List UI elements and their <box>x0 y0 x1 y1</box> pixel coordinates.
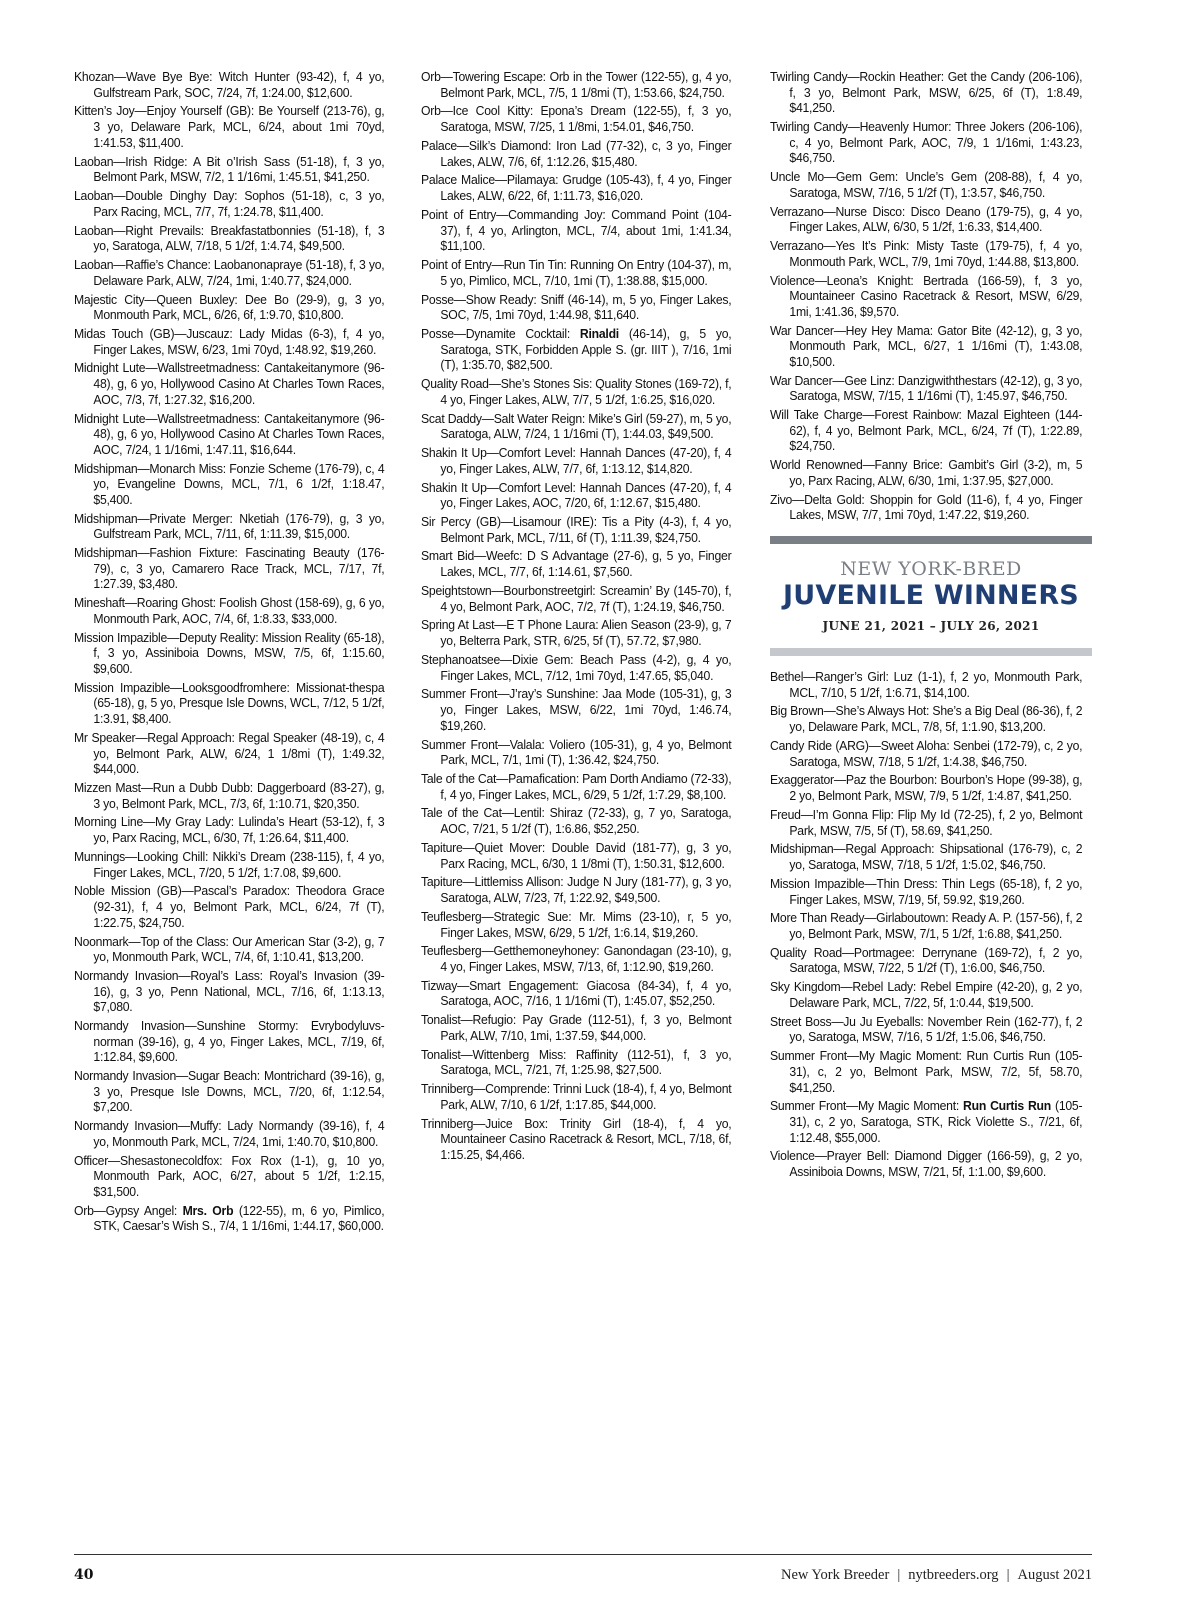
winner-entry: Midshipman—Private Merger: Nketiah (176-79), g, 3 yo, Gulfstream Park, MCL, 7/11, 6f, 1:11.39, $15,000. <box>74 511 385 542</box>
juvenile-winners-list <box>770 670 1092 1181</box>
winner-entry: Summer Front—My Magic Moment: Run Curtis Run (105-31), c, 2 yo, Belmont Park, MSW, 7/2, 5f, 58.70, $41,250. <box>770 1049 1083 1095</box>
winner-entry: Officer—Shesastonecoldfox: Fox Rox (1-1), g, 10 yo, Monmouth Park, AOC, 6/27, about 5 1/2f, 1:2.15, $31,500. <box>74 1153 385 1199</box>
winner-entry: Freud—I’m Gonna Flip: Flip My Id (72-25), f, 2 yo, Belmont Park, MSW, 7/5, 5f (T), 58.69, $41,250. <box>770 807 1083 838</box>
winner-entry: Quality Road—She’s Stones Sis: Quality Stones (169-72), f, 4 yo, Finger Lakes, ALW, 7/7, 5 1/2f, 1:6.25, $16,020. <box>421 377 732 407</box>
publication-name: New York Breeder <box>781 1567 890 1583</box>
winner-entry: Speightstown—Bourbonstreetgirl: Screamin’ By (145-70), f, 4 yo, Belmont Park, AOC, 7/2, 7f (T), 1:24.19, $46,750. <box>421 583 732 614</box>
winner-entry: Bethel—Ranger’s Girl: Luz (1-1), f, 2 yo, Monmouth Park, MCL, 7/10, 5 1/2f, 1:6.71, $14,100. <box>770 670 1083 700</box>
footer-rule <box>74 1554 1092 1555</box>
winner-entry: Laoban—Irish Ridge: A Bit o’Irish Sass (51-18), f, 3 yo, Belmont Park, MSW, 7/2, 1 1/16mi, 1:45.51, $41,250. <box>74 154 385 185</box>
section-divider-bottom <box>770 648 1092 656</box>
winner-entry: Midshipman—Monarch Miss: Fonzie Scheme (176-79), c, 4 yo, Evangeline Downs, MCL, 7/1, 6 1/2f, 1:18.47, $5,400. <box>74 461 385 507</box>
winner-entry: Street Boss—Ju Ju Eyeballs: November Rein (162-77), f, 2 yo, Saratoga, MSW, 7/16, 5 1/2f, 1:5.06, $46,750. <box>770 1014 1083 1045</box>
winner-entry: Verrazano—Nurse Disco: Disco Deano (179-75), g, 4 yo, Finger Lakes, ALW, 6/30, 5 1/2f, 1:6.33, $14,400. <box>770 204 1083 235</box>
winner-entry: Quality Road—Portmagee: Derrynane (169-72), f, 2 yo, Saratoga, MSW, 7/22, 5 1/2f (T), 1:6.00, $46,750. <box>770 945 1083 976</box>
winner-entry: Shakin It Up—Comfort Level: Hannah Dances (47-20), f, 4 yo, Finger Lakes, AOC, 7/20, 6f, 1:12.67, $15,480. <box>421 480 732 511</box>
winner-entry: Violence—Prayer Bell: Diamond Digger (166-59), g, 2 yo, Assiniboia Downs, MSW, 7/21, 5f, 1:1.00, $9,600. <box>770 1149 1083 1180</box>
winner-entry: Mission Impazible—Deputy Reality: Mission Reality (65-18), f, 3 yo, Assiniboia Downs, MSW, 7/5, 6f, 1:15.60, $9,600. <box>74 630 385 676</box>
stakes-winner-name: Mrs. Orb <box>182 1203 234 1218</box>
issue-date: August 2021 <box>1017 1567 1092 1583</box>
winner-entry: Palace Malice—Pilamaya: Grudge (105-43), f, 4 yo, Finger Lakes, ALW, 6/22, 6f, 1:11.73, $16,020. <box>421 173 732 204</box>
section-title-line2: JUVENILE WINNERS <box>783 580 1079 611</box>
winner-entry: Twirling Candy—Rockin Heather: Get the Candy (206-106), f, 3 yo, Belmont Park, MSW, 6/25, 6f (T), 1:8.49, $41,250. <box>770 70 1083 116</box>
winner-entry: Smart Bid—Weefc: D S Advantage (27-6), g, 5 yo, Finger Lakes, MCL, 7/7, 6f, 1:14.61, $7,560. <box>421 549 732 580</box>
column-3 <box>770 70 1092 1184</box>
winner-entry: Violence—Leona’s Knight: Bertrada (166-59), f, 3 yo, Mountaineer Casino Racetrack & Resort, MSW, 6/29, 1mi, 1:41.36, $9,570. <box>770 273 1083 319</box>
winner-entry: Scat Daddy—Salt Water Reign: Mike’s Girl (59-27), m, 5 yo, Saratoga, ALW, 7/24, 1 1/16mi (T), 1:44.03, $49,500. <box>421 411 732 442</box>
winner-entry: Midas Touch (GB)—Juscauz: Lady Midas (6-3), f, 4 yo, Finger Lakes, MSW, 6/23, 1mi 70yd, 1:48.92, $19,260. <box>74 326 385 357</box>
winner-entry: Orb—Gypsy Angel: Mrs. Orb (122-55), m, 6 yo, Pimlico, STK, Caesar’s Wish S., 7/4, 1 1/16mi, 1:44.17, $60,000. <box>74 1203 385 1234</box>
footer-separator-2: | <box>1006 1567 1010 1583</box>
winner-entry: Uncle Mo—Gem Gem: Uncle’s Gem (208-88), f, 4 yo, Saratoga, MSW, 7/16, 5 1/2f (T), 1:3.57, $46,750. <box>770 170 1083 200</box>
winner-entry: Big Brown—She’s Always Hot: She’s a Big Deal (86-36), f, 2 yo, Delaware Park, MCL, 7/8, 5f, 1:1.90, $13,200. <box>770 704 1083 735</box>
winner-entry: Posse—Dynamite Cocktail: Rinaldi (46-14), g, 5 yo, Saratoga, STK, Forbidden Apple S. (gr. IIIT ), 7/16, 1mi (T), 1:35.70, $82,500. <box>421 326 732 373</box>
winner-entry: Normandy Invasion—Sunshine Stormy: Evrybodyluvs-norman (39-16), g, 4 yo, Finger Lakes, MCL, 7/19, 6f, 1:12.84, $9,600. <box>74 1019 385 1065</box>
winner-entry: Majestic City—Queen Buxley: Dee Bo (29-9), g, 3 yo, Monmouth Park, MCL, 6/26, 6f, 1:9.70, $10,800. <box>74 292 385 323</box>
section-date-range: JUNE 21, 2021 – JULY 26, 2021 <box>822 619 1040 633</box>
footer-credits <box>781 1567 1092 1584</box>
column-2 <box>421 70 741 1167</box>
winner-entry: Laoban—Raffie’s Chance: Laobanonapraye (51-18), f, 3 yo, Delaware Park, ALW, 7/24, 1mi, 1:40.77, $24,000. <box>74 258 385 288</box>
winner-entry: Kitten’s Joy—Enjoy Yourself (GB): Be Yourself (213-76), g, 3 yo, Delaware Park, MCL, 6/24, about 1mi 70yd, 1:41.53, $11,400. <box>74 104 385 150</box>
winner-entry: Noonmark—Top of the Class: Our American Star (3-2), g, 7 yo, Monmouth Park, WCL, 7/4, 6f, 1:10.41, $13,200. <box>74 934 385 965</box>
winner-entry: Mr Speaker—Regal Approach: Regal Speaker (48-19), c, 4 yo, Belmont Park, ALW, 6/24, 1 1/8mi (T), 1:49.32, $44,000. <box>74 730 385 777</box>
section-divider-top <box>770 536 1092 544</box>
winner-entry: More Than Ready—Girlaboutown: Ready A. P. (157-56), f, 2 yo, Belmont Park, MSW, 7/1, 5 1/2f, 1:6.88, $41,250. <box>770 911 1083 941</box>
winner-entry: Mission Impazible—Looksgoodfromhere: Missionat-thespa (65-18), g, 5 yo, Presque Isle Downs, WCL, 7/12, 5 1/2f, 1:3.91, $8,400. <box>74 680 385 727</box>
page-number: 40 <box>74 1567 94 1583</box>
winner-entry: Tale of the Cat—Lentil: Shiraz (72-33), g, 7 yo, Saratoga, AOC, 7/21, 5 1/2f (T), 1:6.86, $52,250. <box>421 806 732 837</box>
winner-entry: Tale of the Cat—Pamafication: Pam Dorth Andiamo (72-33), f, 4 yo, Finger Lakes, MCL, 6/29, 5 1/2f, 1:7.29, $8,100. <box>421 771 732 802</box>
winner-entry: Laoban—Double Dinghy Day: Sophos (51-18), c, 3 yo, Parx Racing, MCL, 7/7, 7f, 1:24.78, $11,400. <box>74 189 385 219</box>
website-link[interactable]: nytbreeders.org <box>908 1567 999 1583</box>
winner-entry: Spring At Last—E T Phone Laura: Alien Season (23-9), g, 7 yo, Belterra Park, STR, 6/25, 5f (T), 57.72, $7,980. <box>421 618 732 649</box>
winner-entry: Stephanoatsee—Dixie Gem: Beach Pass (4-2), g, 4 yo, Finger Lakes, MCL, 7/12, 1mi 70yd, 1:47.65, $5,040. <box>421 652 732 683</box>
section-title-line1: NEW YORK-BRED <box>840 558 1022 580</box>
winner-entry: Sir Percy (GB)—Lisamour (IRE): Tis a Pity (4-3), f, 4 yo, Belmont Park, MCL, 7/11, 6f (T), 1:11.39, $24,750. <box>421 515 732 545</box>
winner-entry: Mizzen Mast—Run a Dubb Dubb: Daggerboard (83-27), g, 3 yo, Belmont Park, MCL, 7/3, 6f, 1:10.71, $20,350. <box>74 780 385 811</box>
winner-entry: Tapiture—Quiet Mover: Double David (181-77), g, 3 yo, Parx Racing, MCL, 6/30, 1 1/8mi (T), 1:50.31, $12,600. <box>421 840 732 871</box>
winner-entry: Summer Front—Valala: Voliero (105-31), g, 4 yo, Belmont Park, MCL, 7/1, 1mi (T), 1:36.42, $24,750. <box>421 737 732 768</box>
winner-entry: Will Take Charge—Forest Rainbow: Mazal Eighteen (144-62), f, 4 yo, Belmont Park, MCL, 6/24, 7f (T), 1:22.89, $24,750. <box>770 408 1083 454</box>
winner-entry: Point of Entry—Commanding Joy: Command Point (104-37), f, 4 yo, Arlington, MCL, 7/4, about 1mi, 1:41.34, $11,100. <box>421 207 732 254</box>
winner-entry: Verrazano—Yes It’s Pink: Misty Taste (179-75), f, 4 yo, Monmouth Park, WCL, 7/9, 1mi 70yd, 1:44.88, $13,800. <box>770 239 1083 269</box>
winner-entry: War Dancer—Hey Hey Mama: Gator Bite (42-12), g, 3 yo, Monmouth Park, MCL, 6/27, 1 1/16mi (T), 1:43.08, $10,500. <box>770 323 1083 369</box>
winner-entry: Summer Front—J’ray’s Sunshine: Jaa Mode (105-31), g, 3 yo, Finger Lakes, MSW, 6/22, 1mi 70yd, 1:46.74, $19,260. <box>421 687 732 733</box>
winner-entry: Trinniberg—Juice Box: Trinity Girl (18-4), f, 4 yo, Mountaineer Casino Racetrack & Resort, MCL, 7/18, 6f, 1:15.25, $4,466. <box>421 1116 732 1163</box>
winner-entry: War Dancer—Gee Linz: Danzigwiththestars (42-12), g, 3 yo, Saratoga, MSW, 7/15, 1 1/16mi (T), 1:45.97, $46,750. <box>770 373 1083 404</box>
winner-entry: Palace—Silk’s Diamond: Iron Lad (77-32), c, 3 yo, Finger Lakes, ALW, 7/6, 6f, 1:12.26, $15,480. <box>421 138 732 169</box>
winner-entry: Normandy Invasion—Royal’s Lass: Royal’s Invasion (39-16), g, 3 yo, Penn National, MCL, 7/16, 6f, 1:13.13, $7,080. <box>74 969 385 1015</box>
winner-entry: Tonalist—Wittenberg Miss: Raffinity (112-51), f, 3 yo, Saratoga, MCL, 7/21, 7f, 1:25.98, $27,500. <box>421 1047 732 1078</box>
winner-entry: Laoban—Right Prevails: Breakfastatbonnies (51-18), f, 3 yo, Saratoga, ALW, 7/18, 5 1/2f, 1:4.74, $49,500. <box>74 223 385 254</box>
winner-entry: Munnings—Looking Chill: Nikki’s Dream (238-115), f, 4 yo, Finger Lakes, MCL, 7/20, 5 1/2f, 1:7.08, $9,600. <box>74 849 385 880</box>
winner-entry: Twirling Candy—Heavenly Humor: Three Jokers (206-106), c, 4 yo, Belmont Park, AOC, 7/9, 1 1/16mi, 1:43.23, $46,750. <box>770 120 1083 166</box>
winner-entry: Morning Line—My Gray Lady: Lulinda’s Heart (53-12), f, 3 yo, Parx Racing, MCL, 6/30, 7f, 1:26.64, $11,400. <box>74 815 385 846</box>
winner-entry: Point of Entry—Run Tin Tin: Running On Entry (104-37), m, 5 yo, Pimlico, MCL, 7/10, 1mi (T), 1:38.88, $15,000. <box>421 258 732 288</box>
winner-entry: Tizway—Smart Engagement: Giacosa (84-34), f, 4 yo, Saratoga, AOC, 7/16, 1 1/16mi (T), 1:45.07, $52,250. <box>421 978 732 1009</box>
winner-entry: Teuflesberg—Getthemoneyhoney: Ganondagan (23-10), g, 4 yo, Finger Lakes, MSW, 7/13, 6f, 1:12.90, $19,260. <box>421 944 732 974</box>
stakes-winner-name: Run Curtis Run <box>963 1099 1051 1114</box>
winner-entry: Normandy Invasion—Sugar Beach: Montrichard (39-16), g, 3 yo, Presque Isle Downs, MCL, 7/20, 6f, 1:12.54, $7,200. <box>74 1069 385 1115</box>
winner-entry: Midshipman—Regal Approach: Shipsational (176-79), c, 2 yo, Saratoga, MSW, 7/18, 5 1/2f, 1:5.02, $46,750. <box>770 842 1083 873</box>
winner-entry: Trinniberg—Comprende: Trinni Luck (18-4), f, 4 yo, Belmont Park, ALW, 7/10, 6 1/2f, 1:17.85, $44,000. <box>421 1082 732 1112</box>
column-3-entries <box>770 70 1092 524</box>
winner-entry: Orb—Ice Cool Kitty: Epona’s Dream (122-55), f, 3 yo, Saratoga, MSW, 7/25, 1 1/8mi, 1:54.01, $46,750. <box>421 104 732 135</box>
column-1 <box>74 70 394 1238</box>
winner-entry: Teuflesberg—Strategic Sue: Mr. Mims (23-10), r, 5 yo, Finger Lakes, MSW, 6/29, 5 1/2f, 1:6.14, $19,260. <box>421 909 732 940</box>
winner-entry: Exaggerator—Paz the Bourbon: Bourbon’s Hope (99-38), g, 2 yo, Belmont Park, MSW, 7/9, 5 1/2f, 1:4.87, $41,250. <box>770 773 1083 804</box>
winner-entry: Orb—Towering Escape: Orb in the Tower (122-55), g, 4 yo, Belmont Park, MCL, 7/5, 1 1/8mi (T), 1:53.66, $24,750. <box>421 70 732 100</box>
winner-entry: Mineshaft—Roaring Ghost: Foolish Ghost (158-69), g, 6 yo, Monmouth Park, AOC, 7/4, 6f, 1:8.33, $33,000. <box>74 596 385 626</box>
footer-separator-1: | <box>897 1567 901 1583</box>
winner-entry: Sky Kingdom—Rebel Lady: Rebel Empire (42-20), g, 2 yo, Delaware Park, MCL, 7/22, 5f, 1:0.44, $19,500. <box>770 980 1083 1010</box>
winner-entry: Posse—Show Ready: Sniff (46-14), m, 5 yo, Finger Lakes, SOC, 7/5, 1mi 70yd, 1:44.98, $11,640. <box>421 292 732 323</box>
stakes-winner-name: Rinaldi <box>579 326 619 341</box>
winner-entry: Noble Mission (GB)—Pascal’s Paradox: Theodora Grace (92-31), f, 4 yo, Belmont Park, MCL, 6/24, 7f (T), 1:22.75, $24,750. <box>74 884 385 930</box>
winner-entry: Mission Impazible—Thin Dress: Thin Legs (65-18), f, 2 yo, Finger Lakes, MSW, 7/19, 5f, 59.92, $19,260. <box>770 876 1083 907</box>
winner-entry: Zivo—Delta Gold: Shoppin for Gold (11-6), f, 4 yo, Finger Lakes, MSW, 7/7, 1mi 70yd, 1:47.22, $19,260. <box>770 492 1083 523</box>
winner-entry: Tonalist—Refugio: Pay Grade (112-51), f, 3 yo, Belmont Park, ALW, 7/10, 1mi, 1:37.59, $44,000. <box>421 1013 732 1043</box>
winner-entry: Shakin It Up—Comfort Level: Hannah Dances (47-20), f, 4 yo, Finger Lakes, ALW, 7/7, 6f, 1:13.12, $14,820. <box>421 446 732 476</box>
winner-entry: Midnight Lute—Wallstreetmadness: Cantakeitanymore (96-48), g, 6 yo, Hollywood Casino At Charles Town Races, AOC, 7/3, 7f, 1:27.32, $16,200. <box>74 361 385 407</box>
winner-entry: Summer Front—My Magic Moment: Run Curtis Run (105-31), c, 2 yo, Saratoga, STK, Rick Violette S., 7/21, 6f, 1:12.48, $55,000. <box>770 1099 1083 1145</box>
winner-entry: Normandy Invasion—Muffy: Lady Normandy (39-16), f, 4 yo, Monmouth Park, MCL, 7/24, 1mi, 1:40.70, $10,800. <box>74 1119 385 1149</box>
winner-entry: World Renowned—Fanny Brice: Gambit’s Girl (3-2), m, 5 yo, Parx Racing, ALW, 6/30, 1mi, 1:37.95, $27,000. <box>770 458 1083 488</box>
winner-entry: Midnight Lute—Wallstreetmadness: Cantakeitanymore (96-48), g, 6 yo, Hollywood Casino At Charles Town Races, AOC, 7/24, 1 1/16mi, 1:47.11, $16,644. <box>74 411 385 457</box>
winner-entry: Khozan—Wave Bye Bye: Witch Hunter (93-42), f, 4 yo, Gulfstream Park, SOC, 7/24, 7f, 1:24.00, $12,600. <box>74 70 385 100</box>
winner-entry: Midshipman—Fashion Fixture: Fascinating Beauty (176-79), c, 3 yo, Camarero Race Track, MCL, 7/17, 7f, 1:27.39, $3,480. <box>74 546 385 592</box>
winner-entry: Tapiture—Littlemiss Allison: Judge N Jury (181-77), g, 3 yo, Saratoga, ALW, 7/23, 7f, 1:22.92, $49,500. <box>421 875 732 906</box>
winner-entry: Candy Ride (ARG)—Sweet Aloha: Senbei (172-79), c, 2 yo, Saratoga, MSW, 7/18, 5 1/2f, 1:4.38, $46,750. <box>770 738 1083 769</box>
